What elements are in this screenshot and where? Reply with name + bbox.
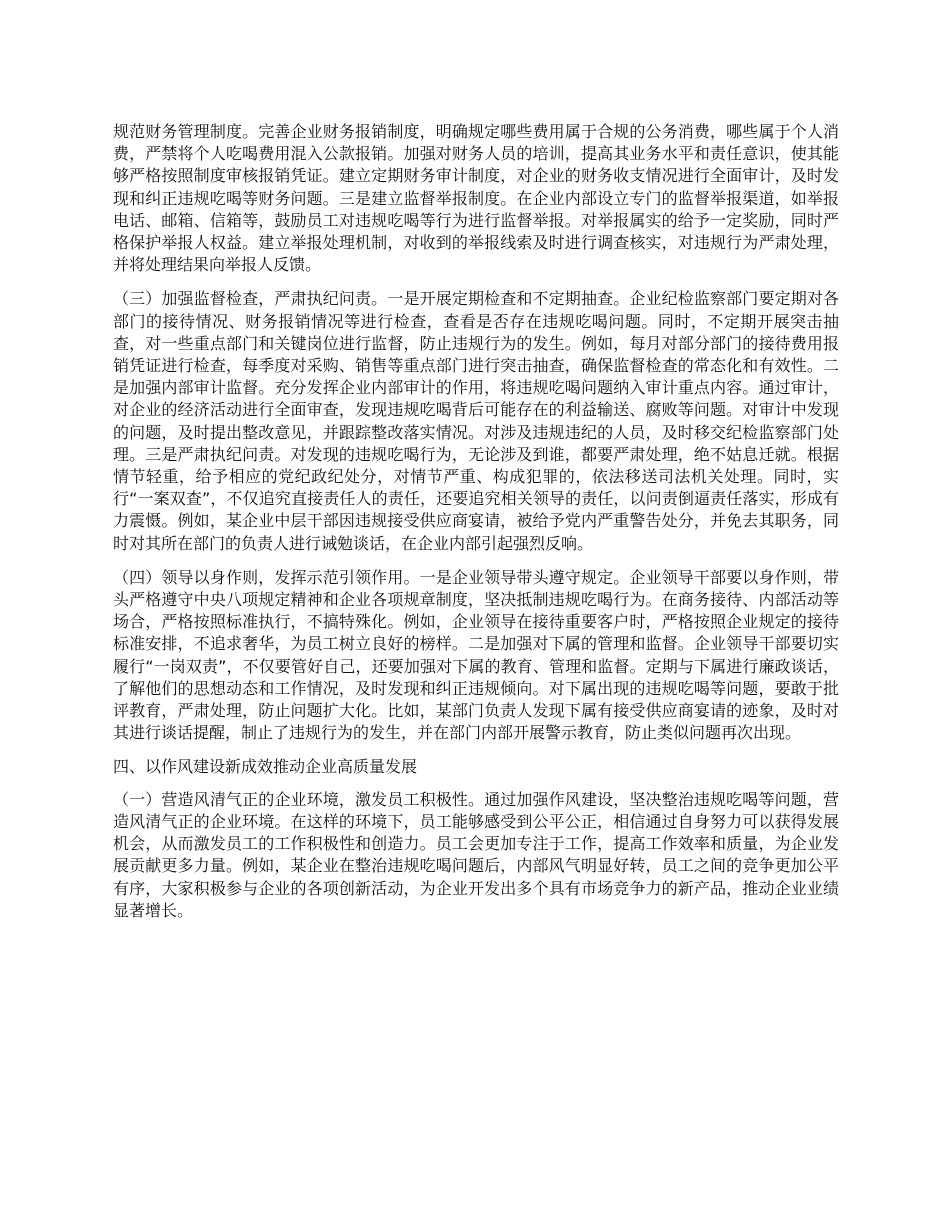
paragraph-leadership-example: （四）领导以身作则，发挥示范引领作用。一是企业领导带头遵守规定。企业领导干部要以身作则，带头严格遵守中央八项规定精神和企业各项规章制度，坚决抵制违规吃喝行为。在商务接待、内部活动等场合，严格按照标准执行，不搞特殊化。例如，企业领导在接待重要客户时，严格按照企业规定的接待标准安排，不追求奢华，为员工树立良好的榜样。二是加强对下属的管理和监督。企业领导干部要切实履行“一岗双责”，不仅要管好自己，还要加强对下属的教育、管理和监督。定期与下属进行廉政谈话，了解他们的思想动态和工作情况，及时发现和纠正违规倾向。对下属出现的违规吃喝等问题，要敢于批评教育，严肃处理，防止问题扩大化。比如，某部门负责人发现下属有接受供应商宴请的迹象，及时对其进行谈话提醒，制止了违规行为的发生，并在部门内部开展警示教育，防止类似问题再次出现。 xyxy=(113,567,839,743)
document-body xyxy=(113,121,839,934)
paragraph-enterprise-environment: （一）营造风清气正的企业环境，激发员工积极性。通过加强作风建设，坚决整治违规吃喝等问题，营造风清气正的企业环境。在这样的环境下，员工能够感受到公平公正，相信通过自身努力可以获得发展机会，从而激发员工的工作积极性和创造力。员工会更加专注于工作，提高工作效率和质量，为企业发展贡献更多力量。例如，某企业在整治违规吃喝问题后，内部风气明显好转，员工之间的竞争更加公平有序，大家积极参与企业的各项创新活动，为企业开发出多个具有市场竞争力的新产品，推动企业业绩显著增长。 xyxy=(113,789,839,920)
paragraph-supervision-inspection: （三）加强监督检查，严肃执纪问责。一是开展定期检查和不定期抽查。企业纪检监察部门要定期对各部门的接待情况、财务报销情况等进行检查，查看是否存在违规吃喝问题。同时，不定期开展突击抽查，对一些重点部门和关键岗位进行监督，防止违规行为的发生。例如，每月对部分部门的接待费用报销凭证进行检查，每季度对采购、销售等重点部门进行突击抽查，确保监督检查的常态化和有效性。二是加强内部审计监督。充分发挥企业内部审计的作用，将违规吃喝问题纳入审计重点内容。通过审计，对企业的经济活动进行全面审查，发现违规吃喝背后可能存在的利益输送、腐败等问题。对审计中发现的问题，及时提出整改意见，并跟踪整改落实情况。对涉及违规违纪的人员，及时移交纪检监察部门处理。三是严肃执纪问责。对发现的违规吃喝行为，无论涉及到谁，都要严肃处理，绝不姑息迁就。根据情节轻重，给予相应的党纪政纪处分，对情节严重、构成犯罪的，依法移送司法机关处理。同时，实行“一案双查”，不仅追究直接责任人的责任，还要追究相关领导的责任，以问责倒逼责任落实，形成有力震慑。例如，某企业中层干部因违规接受供应商宴请，被给予党内严重警告处分，并免去其职务，同时对其所在部门的负责人进行诫勉谈话，在企业内部引起强烈反响。 xyxy=(113,289,839,553)
section-heading: 四、以作风建设新成效推动企业高质量发展 xyxy=(113,757,418,777)
paragraph-financial-management: 规范财务管理制度。完善企业财务报销制度，明确规定哪些费用属于合规的公务消费，哪些属于个人消费，严禁将个人吃喝费用混入公款报销。加强对财务人员的培训，提高其业务水平和责任意识，使其能够严格按照制度审核报销凭证。建立定期财务审计制度，对企业的财务收支情况进行全面审计，及时发现和纠正违规吃喝等财务问题。三是建立监督举报制度。在企业内部设立专门的监督举报渠道，如举报电话、邮箱、信箱等，鼓励员工对违规吃喝等行为进行监督举报。对举报属实的给予一定奖励，同时严格保护举报人权益。建立举报处理机制，对收到的举报线索及时进行调查核实，对违规行为严肃处理，并将处理结果向举报人反馈。 xyxy=(113,122,839,275)
